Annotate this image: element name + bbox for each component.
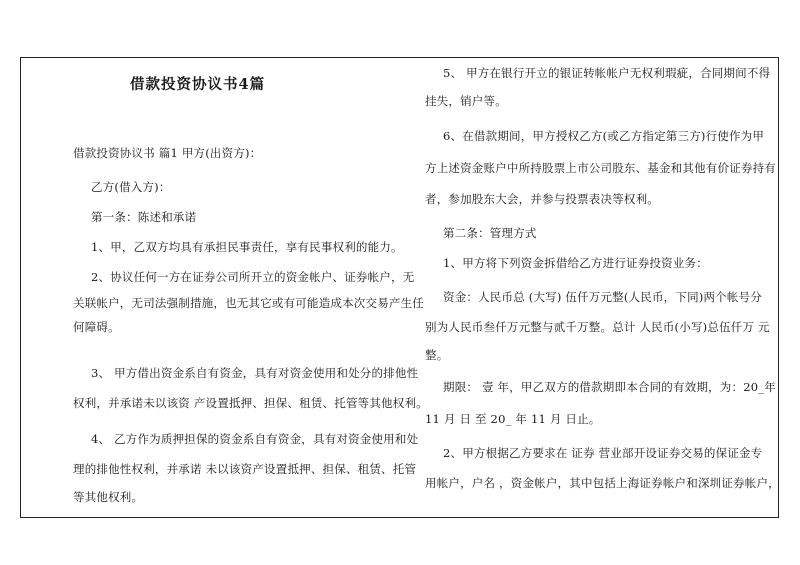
section-heading: 第一条：陈述和承诺 xyxy=(91,210,197,224)
right-paragraph-line: 方上述资金账户中所持股票上市公司股东、基金和其他有价证券持有 xyxy=(425,161,776,175)
right-paragraph-line: 6、在借款期间，甲方授权乙方(或乙方指定第三方)行使作为甲 xyxy=(443,129,765,143)
left-paragraph-line: 1、甲，乙双方均具有承担民事责任，享有民事权利的能力。 xyxy=(91,240,403,254)
right-paragraph-line: 整。 xyxy=(425,348,449,362)
right-paragraph-line: 资金：人民币总 (大写) 伍仟万元整(人民币，下同)两个帐号分 xyxy=(443,290,762,304)
left-paragraph-line: 3、 甲方借出资金系自有资金，具有对资金使用和处分的排他性 xyxy=(91,366,419,380)
right-paragraph-line: 1、甲方将下列资金拆借给乙方进行证券投资业务： xyxy=(443,256,708,270)
right-paragraph-line: 期限： 壹 年，甲乙双方的借款期即本合同的有效期，为：20_年 xyxy=(443,380,776,394)
left-paragraph-line: 何障碍。 xyxy=(73,320,120,334)
left-paragraph-line: 权利，并承诺未以该资 产设置抵押、担保、租赁、托管等其他权利。 xyxy=(73,396,428,410)
left-paragraph-line: 乙方(借入方)： xyxy=(91,180,171,194)
section-heading: 第二条：管理方式 xyxy=(443,226,537,240)
right-paragraph-line: 用帐户，户名 ，资金帐户，其中包括上海证券帐户和深圳证券帐户， xyxy=(425,476,780,490)
right-paragraph-line: 5、 甲方在银行开立的银证转帐帐户无权利瑕疵，合同期间不得 xyxy=(443,66,771,80)
left-paragraph-line: 等其他权利。 xyxy=(73,490,144,504)
left-paragraph-line: 4、 乙方作为质押担保的资金系自有资金，具有对资金使用和处 xyxy=(91,432,419,446)
left-paragraph-line: 关联帐户，无司法强制措施，也无其它或有可能造成本次交易产生任 xyxy=(73,296,424,310)
right-paragraph-line: 挂失，销户等。 xyxy=(425,94,507,108)
left-paragraph-line: 2、协议任何一方在证券公司所开立的资金帐户、证券帐户，无 xyxy=(91,270,415,284)
document-title: 借款投资协议书4篇 xyxy=(130,76,266,93)
left-paragraph-line: 理的排他性权利，并承诺 未以该资产设置抵押、担保、租赁、托管 xyxy=(73,462,417,476)
left-paragraph-line: 借款投资协议书 篇1 甲方(出资方)： xyxy=(73,146,262,160)
right-paragraph-line: 2、甲方根据乙方要求在 证券 营业部开设证券交易的保证金专 xyxy=(443,446,763,460)
right-paragraph-line: 别为人民币叁仟万元整与贰千万整。总计 人民币(小写)总伍仟万 元 xyxy=(425,320,770,334)
right-paragraph-line: 者，参加股东大会，并参与投票表决等权利。 xyxy=(425,192,659,206)
right-paragraph-line: 11 月 日 至 20_ 年 11 月 日止。 xyxy=(425,412,601,426)
